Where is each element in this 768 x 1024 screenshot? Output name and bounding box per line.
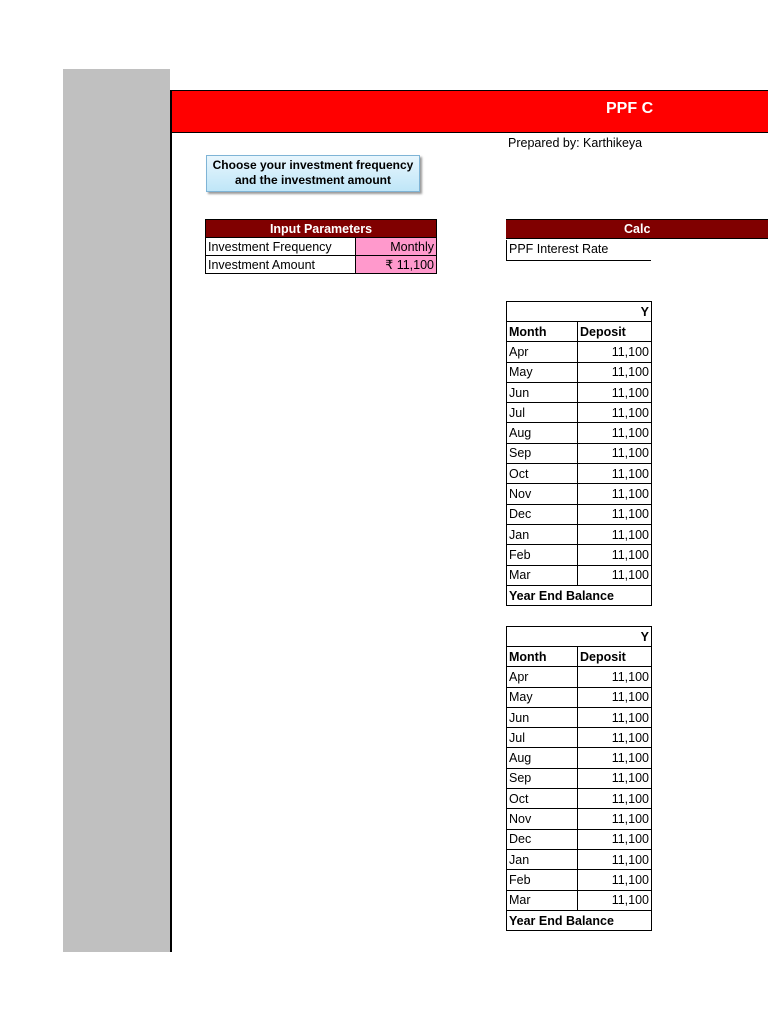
year-table-1 bbox=[506, 301, 652, 606]
deposit-cell: 11,100 bbox=[578, 748, 652, 768]
table-row bbox=[507, 565, 652, 585]
deposit-cell: 11,100 bbox=[578, 342, 652, 362]
instruction-line-1: Choose your investment frequency bbox=[212, 158, 414, 172]
calculations-header-label: Calc bbox=[624, 222, 651, 236]
table-row bbox=[507, 382, 652, 402]
month-cell: Nov bbox=[507, 809, 578, 829]
investment-frequency-label: Investment Frequency bbox=[206, 238, 356, 256]
deposit-cell: 11,100 bbox=[578, 423, 652, 443]
month-cell: Jun bbox=[507, 382, 578, 402]
month-cell: Apr bbox=[507, 342, 578, 362]
deposit-cell: 11,100 bbox=[578, 789, 652, 809]
month-cell: Nov bbox=[507, 484, 578, 504]
deposit-cell: 11,100 bbox=[578, 382, 652, 402]
investment-amount-label: Investment Amount bbox=[206, 256, 356, 274]
deposit-column-header: Deposit bbox=[578, 647, 652, 667]
month-cell: Sep bbox=[507, 768, 578, 788]
month-cell: Apr bbox=[507, 667, 578, 687]
table-row bbox=[507, 707, 652, 727]
table-row bbox=[507, 484, 652, 504]
deposit-cell: 11,100 bbox=[578, 728, 652, 748]
instruction-box bbox=[206, 155, 420, 192]
year-end-balance-label: Year End Balance bbox=[507, 585, 652, 605]
deposit-cell: 11,100 bbox=[578, 443, 652, 463]
year-table-2-header: Y bbox=[507, 627, 652, 647]
table-row bbox=[507, 890, 652, 910]
deposit-cell: 11,100 bbox=[578, 809, 652, 829]
deposit-cell: 11,100 bbox=[578, 362, 652, 382]
table-row bbox=[507, 687, 652, 707]
year-end-balance-label: Year End Balance bbox=[507, 910, 652, 930]
table-row bbox=[507, 748, 652, 768]
deposit-cell: 11,100 bbox=[578, 565, 652, 585]
month-cell: Feb bbox=[507, 870, 578, 890]
investment-frequency-select[interactable]: Monthly bbox=[356, 238, 437, 256]
calculations-header bbox=[506, 219, 768, 239]
deposit-cell: 11,100 bbox=[578, 464, 652, 484]
month-cell: Dec bbox=[507, 829, 578, 849]
month-cell: Aug bbox=[507, 748, 578, 768]
table-row bbox=[507, 362, 652, 382]
month-column-header: Month bbox=[507, 647, 578, 667]
deposit-cell: 11,100 bbox=[578, 484, 652, 504]
input-parameters-table bbox=[205, 219, 437, 274]
deposit-cell: 11,100 bbox=[578, 545, 652, 565]
year-table-2 bbox=[506, 626, 652, 931]
ppf-interest-rate-label: PPF Interest Rate bbox=[506, 240, 651, 261]
month-cell: Oct bbox=[507, 789, 578, 809]
table-row bbox=[507, 728, 652, 748]
table-row bbox=[507, 545, 652, 565]
deposit-cell: 11,100 bbox=[578, 849, 652, 869]
table-row bbox=[507, 667, 652, 687]
table-row bbox=[507, 504, 652, 524]
month-cell: Jul bbox=[507, 728, 578, 748]
month-cell: Sep bbox=[507, 443, 578, 463]
deposit-cell: 11,100 bbox=[578, 890, 652, 910]
year-table-1-header: Y bbox=[507, 302, 652, 322]
deposit-column-header: Deposit bbox=[578, 322, 652, 342]
deposit-cell: 11,100 bbox=[578, 829, 652, 849]
table-row bbox=[507, 403, 652, 423]
table-row bbox=[507, 789, 652, 809]
table-row bbox=[507, 443, 652, 463]
deposit-cell: 11,100 bbox=[578, 870, 652, 890]
table-row bbox=[507, 342, 652, 362]
deposit-cell: 11,100 bbox=[578, 504, 652, 524]
month-cell: May bbox=[507, 687, 578, 707]
table-row bbox=[507, 809, 652, 829]
month-cell: Jan bbox=[507, 524, 578, 544]
table-row bbox=[507, 829, 652, 849]
page-margin bbox=[63, 69, 170, 952]
month-cell: Jul bbox=[507, 403, 578, 423]
deposit-cell: 11,100 bbox=[578, 403, 652, 423]
table-row bbox=[507, 423, 652, 443]
month-column-header: Month bbox=[507, 322, 578, 342]
table-row bbox=[507, 849, 652, 869]
month-cell: Oct bbox=[507, 464, 578, 484]
title-banner bbox=[172, 90, 768, 133]
deposit-cell: 11,100 bbox=[578, 687, 652, 707]
deposit-cell: 11,100 bbox=[578, 667, 652, 687]
month-cell: Aug bbox=[507, 423, 578, 443]
deposit-cell: 11,100 bbox=[578, 707, 652, 727]
deposit-cell: 11,100 bbox=[578, 768, 652, 788]
investment-amount-input[interactable]: ₹ 11,100 bbox=[356, 256, 437, 274]
input-parameters-header: Input Parameters bbox=[206, 220, 437, 238]
page-title: PPF C bbox=[606, 100, 654, 117]
table-row bbox=[507, 524, 652, 544]
deposit-cell: 11,100 bbox=[578, 524, 652, 544]
month-cell: Mar bbox=[507, 890, 578, 910]
month-cell: Feb bbox=[507, 545, 578, 565]
month-cell: Jun bbox=[507, 707, 578, 727]
month-cell: Mar bbox=[507, 565, 578, 585]
month-cell: Dec bbox=[507, 504, 578, 524]
prepared-by: Prepared by: Karthikeya bbox=[508, 136, 643, 150]
sheet-border bbox=[170, 90, 172, 952]
month-cell: May bbox=[507, 362, 578, 382]
instruction-line-2: and the investment amount bbox=[234, 173, 392, 187]
table-row bbox=[507, 870, 652, 890]
table-row bbox=[507, 464, 652, 484]
table-row bbox=[507, 768, 652, 788]
month-cell: Jan bbox=[507, 849, 578, 869]
